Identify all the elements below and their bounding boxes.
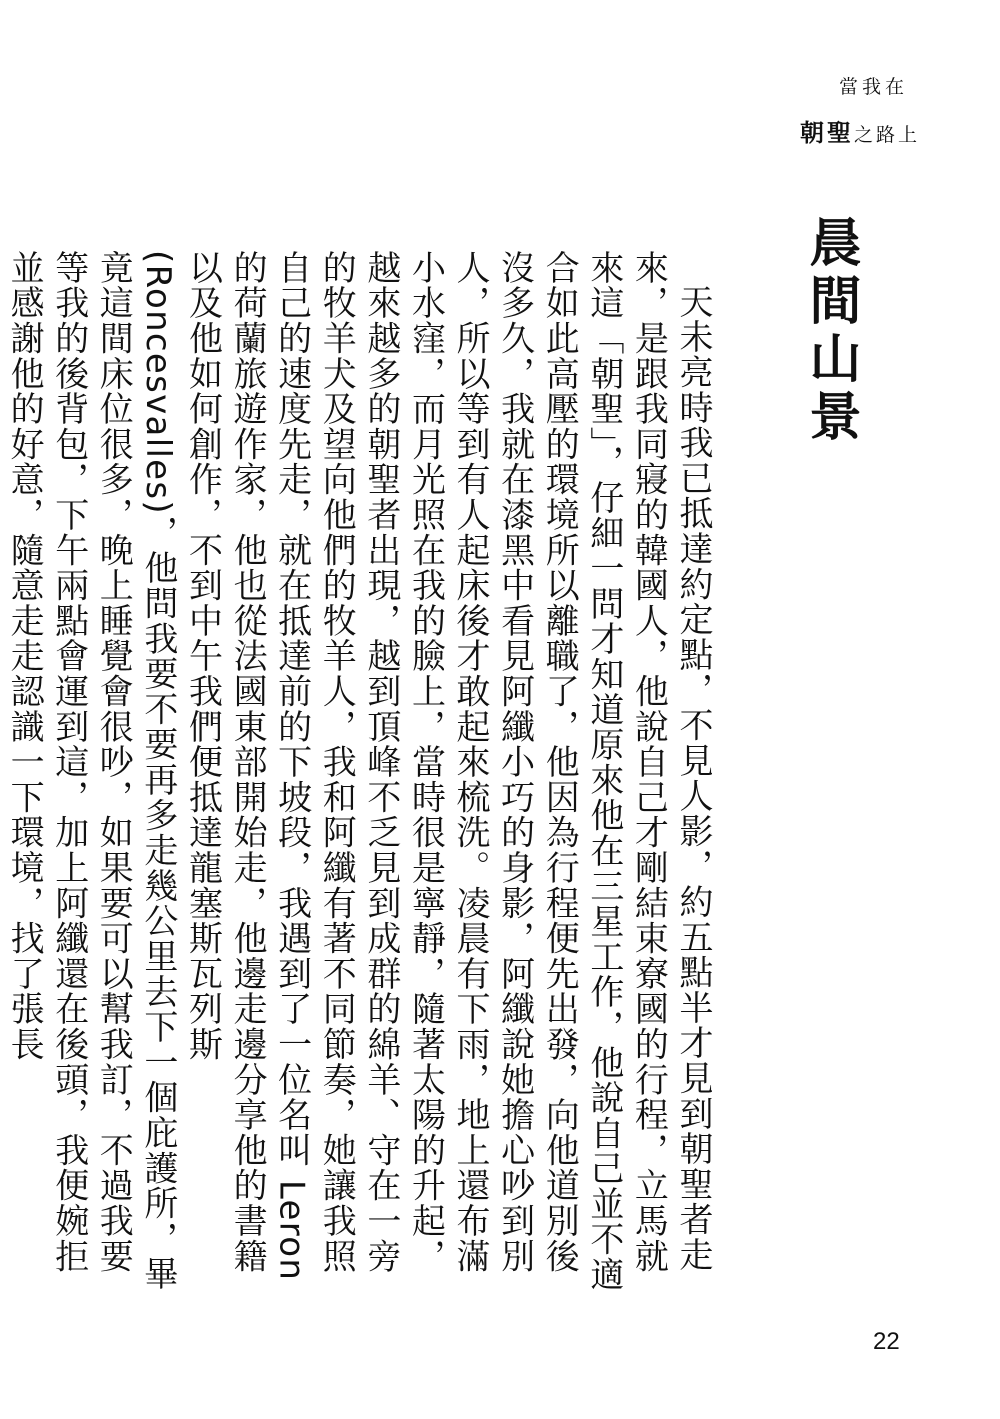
- body-text: [2, 250, 716, 1295]
- book-title-line1: 當我在: [838, 76, 908, 98]
- chapter-title: 晨間山景: [800, 215, 860, 447]
- page-number: 22: [873, 1328, 900, 1355]
- body-paragraph: 天未亮時我已抵達約定點，不見人影，約五點半才見到朝聖者走來，是跟我同寢的韓國人，他說自己才剛結束寮國的行程，立馬就來這「朝聖」，仔細一問才知道原來他在三星工作，他說自己並不適合如此高壓的環境所以離職了，他因為行程便先出發，向他道別後沒多久，我就在漆黑中看見阿纖小巧的身影，阿纖說她擔心吵到別人，所以等到有人起床後才敢起來梳洗。凌晨有下雨，地上還布滿小水窪，而月光照在我的臉上，當時很是寧靜，隨著太陽的升起，越來越多的朝聖者出現，越到頂峰不乏見到成群的綿羊、守在一旁的牧羊犬及望向他們的牧羊人，我和阿纖有著不同節奏，她讓我照自己的速度先走，就在抵達前的下坡段，我遇到了一位名叫 Leron 的荷蘭旅遊作家，他也從法國東部開始走，他邊走邊分享他的書籍以及他如何創作，不到中午我們便抵達龍塞斯瓦列斯 (Roncesvalles)，他問我要不要再多走幾公里去下一個庇護所，畢竟這間床位很多，晚上睡覺會很吵，如果要可以幫我訂，不過我要等我的後背包，下午兩點會運到這，加上阿纖還在後頭，我便婉拒並感謝他的好意，隨意走走認識一下環境，找了張長: [4, 250, 713, 1292]
- book-title-emphasis: 朝聖: [799, 119, 854, 147]
- book-title-rest: 之路上: [853, 124, 920, 146]
- book-title-line2: [800, 113, 920, 148]
- running-header: [800, 72, 920, 148]
